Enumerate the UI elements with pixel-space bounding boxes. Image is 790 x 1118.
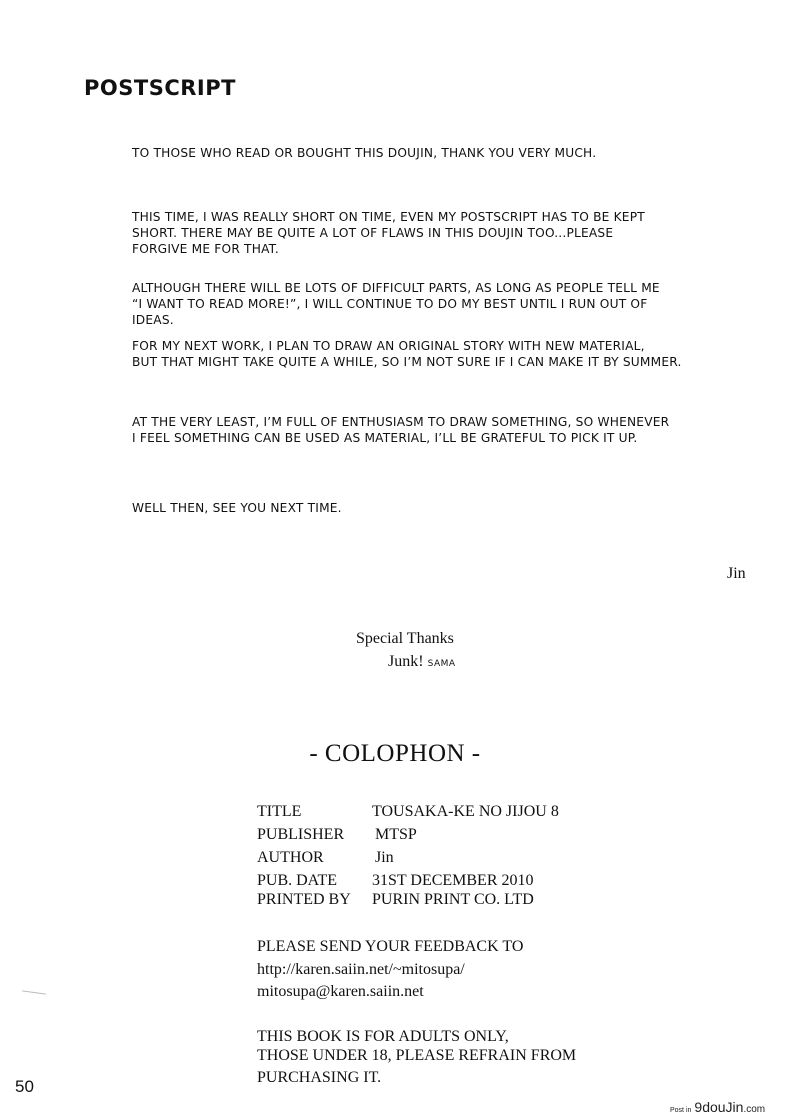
colophon-value: 31ST DECEMBER 2010 <box>372 872 534 889</box>
page-number: 50 <box>15 1077 34 1096</box>
postscript-paragraph-2 <box>132 209 772 257</box>
paragraph-line: FOR MY NEXT WORK, I PLAN TO DRAW AN ORIGINAL STORY WITH NEW MATERIAL, <box>132 339 645 353</box>
paragraph-line: “I WANT TO READ MORE!”, I WILL CONTINUE TO DO MY BEST UNTIL I RUN OUT OF <box>132 297 648 311</box>
postscript-paragraph-6 <box>132 500 772 516</box>
scan-mark <box>22 990 46 994</box>
feedback-email: mitosupa@karen.saiin.net <box>257 983 424 1000</box>
paragraph-line: IDEAS. <box>132 313 174 327</box>
colophon-title: - COLOPHON - <box>309 740 481 767</box>
adult-notice-line: PURCHASING IT. <box>257 1069 382 1086</box>
postscript-heading: POSTSCRIPT <box>84 76 236 100</box>
feedback-instruction: PLEASE SEND YOUR FEEDBACK TO <box>257 938 524 955</box>
paragraph-line: I FEEL SOMETHING CAN BE USED AS MATERIAL, I’LL BE GRATEFUL TO PICK IT UP. <box>132 431 638 445</box>
thanks-recipient: Junk! <box>388 653 424 670</box>
adult-notice-line: THOSE UNDER 18, PLEASE REFRAIN FROM <box>257 1047 577 1064</box>
postscript-paragraph-5 <box>132 414 772 446</box>
colophon-label: PRINTED BY <box>257 891 351 908</box>
postscript-paragraph-4 <box>132 338 772 370</box>
colophon-label: PUB. DATE <box>257 872 338 889</box>
watermark-site: 9douJin <box>694 1099 744 1115</box>
special-thanks-name <box>388 653 456 671</box>
postscript-paragraph-3 <box>132 280 772 328</box>
watermark <box>670 1099 765 1117</box>
colophon-label: PUBLISHER <box>257 826 345 843</box>
colophon-label: AUTHOR <box>257 849 324 866</box>
watermark-tld: .com <box>743 1104 766 1115</box>
colophon-value: MTSP <box>375 826 417 843</box>
paragraph-line: SHORT. THERE MAY BE QUITE A LOT OF FLAWS IN THIS DOUJIN TOO...PLEASE <box>132 226 614 240</box>
paragraph-line: TO THOSE WHO READ OR BOUGHT THIS DOUJIN, THANK YOU VERY MUCH. <box>132 146 597 160</box>
paragraph-line: AT THE VERY LEAST, I’M FULL OF ENTHUSIASM TO DRAW SOMETHING, SO WHENEVER <box>132 415 670 429</box>
thanks-honorific: SAMA <box>427 659 456 669</box>
special-thanks-title: Special Thanks <box>356 630 454 647</box>
postscript-paragraph-1 <box>132 145 772 161</box>
paragraph-line: BUT THAT MIGHT TAKE QUITE A WHILE, SO I’M NOT SURE IF I CAN MAKE IT BY SUMMER. <box>132 355 682 369</box>
colophon-value: TOUSAKA-KE NO JIJOU 8 <box>372 803 559 820</box>
paragraph-line: FORGIVE ME FOR THAT. <box>132 242 279 256</box>
paragraph-line: THIS TIME, I WAS REALLY SHORT ON TIME, EVEN MY POSTSCRIPT HAS TO BE KEPT <box>132 210 645 224</box>
paragraph-line: ALTHOUGH THERE WILL BE LOTS OF DIFFICULT PARTS, AS LONG AS PEOPLE TELL ME <box>132 281 660 295</box>
feedback-url: http://karen.saiin.net/~mitosupa/ <box>257 961 465 978</box>
adult-notice-line: THIS BOOK IS FOR ADULTS ONLY, <box>257 1028 509 1045</box>
colophon-value: Jin <box>375 849 394 866</box>
author-signature: Jin <box>727 565 746 582</box>
paragraph-line: WELL THEN, SEE YOU NEXT TIME. <box>132 501 342 515</box>
watermark-prefix: Post in <box>670 1107 692 1114</box>
colophon-label: TITLE <box>257 803 302 820</box>
colophon-value: PURIN PRINT CO. LTD <box>372 891 534 908</box>
